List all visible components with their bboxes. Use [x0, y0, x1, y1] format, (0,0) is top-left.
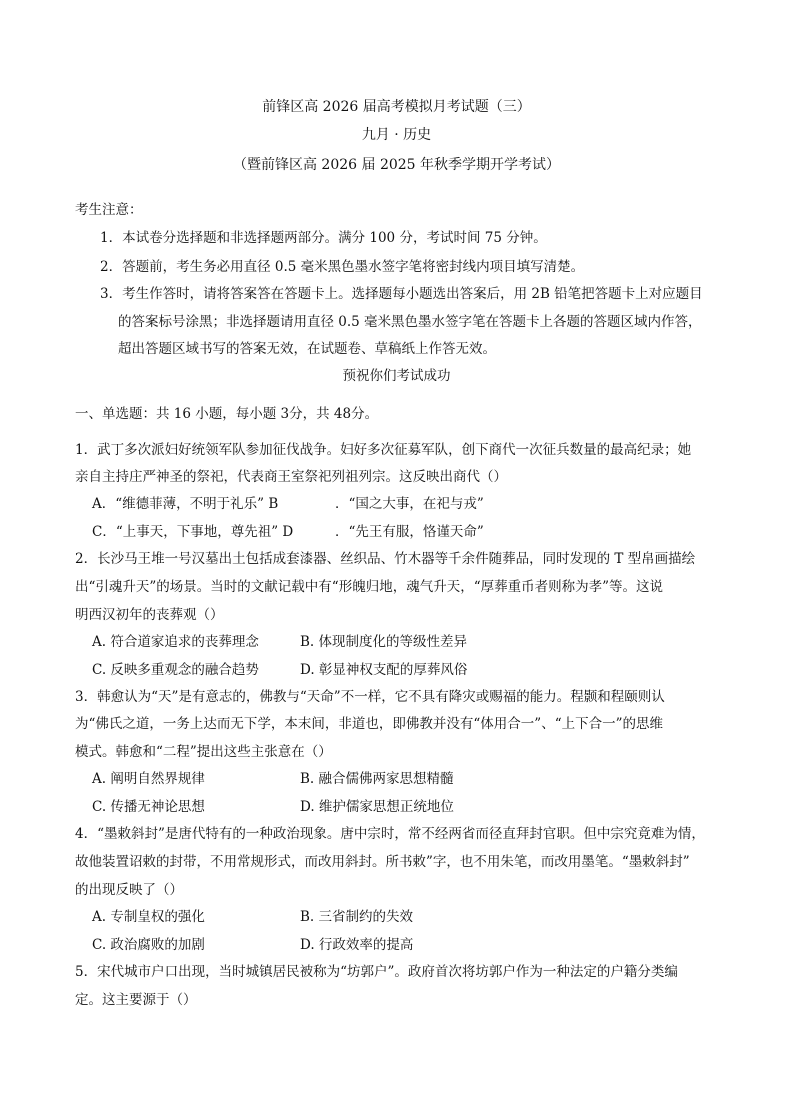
question-4-line-3: 的出现反映了（）	[75, 882, 183, 898]
question-1-option-a: A．“维德菲薄，不明于礼乐” B	[92, 496, 279, 512]
question-3-option-c: C. 传播无神论思想	[92, 799, 205, 815]
question-5-line-1: 5．宋代城市户口出现，当时城镇居民被称为“坊郭户”。政府首次将坊郭户作为一种法定的户籍分类编	[75, 964, 678, 980]
question-3-line-3: 模式。韩愈和“二程”提出这些主张意在（）	[75, 744, 332, 760]
question-4-option-b: B. 三省制约的失效	[300, 909, 414, 925]
notice-item-3: 3．考生作答时，请将答案答在答题卡上。选择题每小题选出答案后，用 2B 铅笔把答题卡上对应题目	[100, 286, 703, 302]
notice-item-2: 2．答题前，考生务必用直径 0.5 毫米黑色墨水签字笔将密封线内项目填写清楚。	[100, 259, 585, 275]
question-4-option-d: D. 行政效率的提高	[300, 937, 414, 953]
question-3-option-d: D. 维护儒家思想正统地位	[300, 799, 454, 815]
exam-title: 前锋区高 2026 届高考模拟月考试题（三）	[262, 99, 531, 115]
notice-item-1: 1．本试卷分选择题和非选择题两部分。满分 100 分，考试时间 75 分钟。	[100, 230, 547, 246]
question-3-line-1: 3．韩愈认为“天”是有意志的，佛教与“天命”不一样，它不具有降灾或赐福的能力。程颢和程颐则认	[75, 689, 665, 705]
question-2-option-b: B. 体现制度化的等级性差异	[300, 634, 468, 650]
question-3-line-2: 为“佛氏之道，一务上达而无下学，本末间，非道也，即佛教并没有“体用合一”、“上下合一”的思维	[75, 716, 664, 732]
question-4-option-a: A. 专制皇权的强化	[92, 909, 205, 925]
section-title: 一、单选题：共 16 小题，每小题 3分，共 48分。	[75, 406, 379, 422]
question-1-option-d: ．“先王有服，恪谨天命”	[335, 524, 484, 540]
notice-heading: 考生注意：	[75, 202, 143, 218]
question-2-option-d: D. 彰显神权支配的厚葬风俗	[300, 662, 468, 678]
question-5-line-2: 定。这主要源于（）	[75, 992, 197, 1008]
exam-wish: 预祝你们考试成功	[342, 368, 451, 384]
question-1-line-1: 1．武丁多次派妇好统领军队参加征伐战争。妇好多次征募军队，创下商代一次征兵数量的最高纪录；她	[75, 442, 692, 458]
question-2-line-1: 2．长沙马王堆一号汉墓出土包括成套漆器、丝织品、竹木器等千余件随葬品，同时发现的 T 型帛画描绘	[75, 551, 696, 567]
question-3-option-b: B. 融合儒佛两家思想精髓	[300, 771, 454, 787]
question-2-line-3: 明西汉初年的丧葬观（）	[75, 607, 224, 623]
question-4-line-2: 故他装置诏敕的封带，不用常规形式，而改用斜封。所书敕”字，也不用朱笔，而改用墨笔。“墨敕斜封”	[75, 854, 690, 870]
exam-subtitle-2: （暨前锋区高 2026 届 2025 年秋季学期开学考试）	[232, 157, 561, 173]
notice-item-3-cont-2: 超出答题区域书写的答案无效，在试题卷、草稿纸上作答无效。	[118, 341, 496, 357]
question-4-line-1: 4．“墨敕斜封”是唐代特有的一种政治现象。唐中宗时，常不经两省而径直拜封官职。但中宗究竟难为情，	[75, 826, 705, 842]
notice-item-3-cont-1: 的答案标号涂黑；非选择题请用直径 0.5 毫米黑色墨水签字笔在答题卡上各题的答题区域内作答，	[118, 314, 702, 330]
question-2-line-2: 出“引魂升天”的场景。当时的文献记载中有“形魄归地，魂气升天，“厚葬重币者则称为孝”等。这说	[75, 579, 664, 595]
question-1-option-b: ．“国之大事，在祀与戎”	[335, 496, 484, 512]
question-1-option-c: C．“上事天，下事地，尊先祖” D	[92, 524, 294, 540]
question-1-line-2: 亲自主持庄严神圣的祭祀，代表商王室祭祀列祖列宗。这反映出商代（）	[75, 469, 507, 485]
question-2-option-a: A. 符合道家追求的丧葬理念	[92, 634, 259, 650]
exam-subtitle: 九月 · 历史	[361, 127, 432, 143]
question-3-option-a: A. 阐明自然界规律	[92, 771, 205, 787]
question-2-option-c: C. 反映多重观念的融合趋势	[92, 662, 259, 678]
question-4-option-c: C. 政治腐败的加剧	[92, 937, 205, 953]
